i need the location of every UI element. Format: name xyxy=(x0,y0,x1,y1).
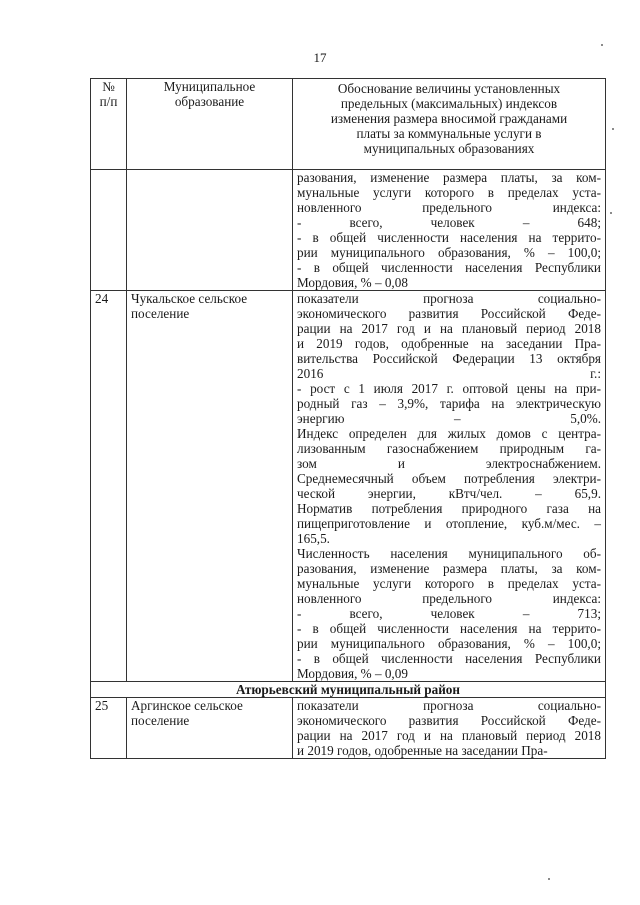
header-justification-line: платы за коммунальные услуги в xyxy=(356,126,542,141)
justification-line: рации на 2017 год и на плановый период 2018 xyxy=(297,728,601,743)
justification-line: мунальные услуги которого в пределах уста- xyxy=(297,185,601,200)
header-num-line: п/п xyxy=(99,94,118,109)
indices-table xyxy=(90,78,606,759)
header-justification-line: Обоснование величины установленных xyxy=(337,81,561,96)
row-municipality xyxy=(127,698,293,759)
header-justification-line: изменения размера вносимой гражданами xyxy=(330,111,568,126)
scan-speck xyxy=(610,212,612,214)
municipality-line: поселение xyxy=(131,713,190,728)
row-municipality xyxy=(127,170,293,291)
table-row xyxy=(91,291,606,682)
justification-line: лизованным газоснабжением природным га- xyxy=(297,441,601,456)
justification-line: - всего, человек – 648; xyxy=(297,215,601,230)
table-header-row xyxy=(91,79,606,170)
header-num xyxy=(91,79,127,170)
header-justification-line: муниципальных образованиях xyxy=(363,141,535,156)
justification-line: энергию – 5,0%. xyxy=(297,411,601,426)
justification-line: рии муниципального образования, % – 100,0; xyxy=(297,245,601,260)
header-num-line: № xyxy=(102,79,115,94)
page-number: 17 xyxy=(313,50,327,65)
row-num xyxy=(91,170,127,291)
justification-line: и 2019 годов, одобренные на заседании Пра- xyxy=(297,743,548,758)
justification-line: Среднемесячный объем потребления электри- xyxy=(297,471,601,486)
row-justification xyxy=(293,291,606,682)
justification-line: экономического развития Российской Феде- xyxy=(297,713,601,728)
row-municipality xyxy=(127,291,293,682)
row-num: 25 xyxy=(91,698,127,759)
justification-line: разования, изменение размера платы, за ком- xyxy=(297,170,601,185)
justification-line: рации на 2017 год и на плановый период 2018 xyxy=(297,321,601,336)
row-justification xyxy=(293,170,606,291)
justification-line: зом и электроснабжением. xyxy=(297,456,601,471)
district-row xyxy=(91,682,606,698)
justification-line: - всего, человек – 713; xyxy=(297,606,601,621)
municipality-line: Чукальское сельское xyxy=(131,291,248,306)
scan-speck xyxy=(601,44,603,46)
justification-line: новленного предельного индекса: xyxy=(297,200,601,215)
justification-line: Норматив потребления природного газа на xyxy=(297,501,601,516)
justification-line: мунальные услуги которого в пределах уста- xyxy=(297,576,601,591)
justification-line: - в общей численности населения Республики xyxy=(297,651,601,666)
scan-speck xyxy=(612,128,614,130)
justification-line: показатели прогноза социально- xyxy=(297,698,601,713)
header-municipality-line: образование xyxy=(174,94,245,109)
justification-line: экономического развития Российской Феде- xyxy=(297,306,601,321)
justification-line: Мордовия, % – 0,08 xyxy=(297,275,408,290)
justification-line: показатели прогноза социально- xyxy=(297,291,601,306)
justification-line: родный газ – 3,9%, тарифа на электрическую xyxy=(297,396,601,411)
justification-line: - в общей численности населения на террито- xyxy=(297,230,601,245)
table-row xyxy=(91,170,606,291)
justification-line: ческой энергии, кВтч/чел. – 65,9. xyxy=(297,486,601,501)
justification-line: - рост с 1 июля 2017 г. оптовой цены на при- xyxy=(297,381,601,396)
justification-line: пищеприготовление и отопление, куб.м/мес. – xyxy=(297,516,601,531)
justification-line: Численность населения муниципального об- xyxy=(297,546,601,561)
justification-line: 165,5. xyxy=(297,531,330,546)
municipality-line: Аргинское сельское xyxy=(131,698,243,713)
header-justification-line: предельных (максимальных) индексов xyxy=(340,96,558,111)
justification-line: Индекс определен для жилых домов с центра- xyxy=(297,426,601,441)
municipality-line: поселение xyxy=(131,306,190,321)
table-row xyxy=(91,698,606,759)
row-justification xyxy=(293,698,606,759)
justification-line: - в общей численности населения Республики xyxy=(297,260,601,275)
justification-line: рии муниципального образования, % – 100,0; xyxy=(297,636,601,651)
justification-line: и 2019 годов, одобренные на заседании Пра- xyxy=(297,336,601,351)
scan-speck xyxy=(548,878,550,880)
header-justification xyxy=(293,79,606,170)
district-heading: Атюрьевский муниципальный район xyxy=(91,682,606,698)
justification-line: разования, изменение размера платы, за ком- xyxy=(297,561,601,576)
justification-line: Мордовия, % – 0,09 xyxy=(297,666,408,681)
justification-line: вительства Российской Федерации 13 октября xyxy=(297,351,601,366)
justification-line: 2016 г.: xyxy=(297,366,601,381)
justification-line: - в общей численности населения на террито- xyxy=(297,621,601,636)
header-municipality xyxy=(127,79,293,170)
justification-line: новленного предельного индекса: xyxy=(297,591,601,606)
row-num: 24 xyxy=(91,291,127,682)
header-municipality-line: Муниципальное xyxy=(163,79,256,94)
